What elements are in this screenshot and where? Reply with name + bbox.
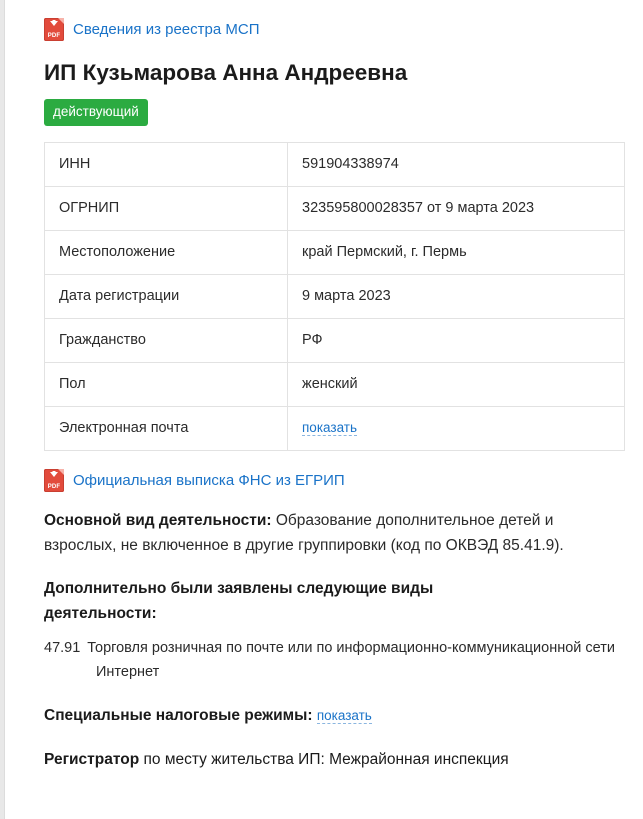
row-value-email xyxy=(288,407,625,451)
msp-document-link-row[interactable] xyxy=(44,18,625,41)
registrar-label: Регистратор xyxy=(44,751,140,768)
pdf-icon-label: PDF xyxy=(47,484,61,490)
egrip-document-link-row[interactable] xyxy=(44,469,625,492)
list-item xyxy=(44,636,625,684)
row-label: ОГРНИП xyxy=(45,187,288,231)
tax-regimes-line xyxy=(44,703,625,728)
row-value: край Пермский, г. Пермь xyxy=(288,231,625,275)
table-row xyxy=(45,143,625,187)
company-info-table xyxy=(44,142,625,451)
row-label: Гражданство xyxy=(45,319,288,363)
pdf-download-icon xyxy=(44,469,64,492)
row-label: Дата регистрации xyxy=(45,275,288,319)
row-value: 323595800028357 от 9 марта 2023 xyxy=(288,187,625,231)
row-label: Местоположение xyxy=(45,231,288,275)
registrar-line xyxy=(44,747,625,772)
table-row xyxy=(45,231,625,275)
show-tax-regimes-link[interactable]: показать xyxy=(316,708,372,723)
table-row xyxy=(45,407,625,451)
show-email-link[interactable]: показать xyxy=(302,420,357,435)
table-row xyxy=(45,187,625,231)
row-label: ИНН xyxy=(45,143,288,187)
table-row xyxy=(45,275,625,319)
egrip-extract-link[interactable]: Официальная выписка ФНС из ЕГРИП xyxy=(73,472,345,489)
row-value: РФ xyxy=(288,319,625,363)
okved-code: 47.91 xyxy=(44,640,81,656)
status-badge: действующий xyxy=(44,99,148,126)
msp-registry-link[interactable]: Сведения из реестра МСП xyxy=(73,21,260,38)
table-row xyxy=(45,319,625,363)
page-left-rule xyxy=(0,0,5,819)
row-label: Пол xyxy=(45,363,288,407)
registrar-text: по месту жительства ИП: Межрайонная инспекция xyxy=(139,751,509,768)
pdf-download-icon xyxy=(44,18,64,41)
pdf-icon-label: PDF xyxy=(47,33,61,39)
additional-activities-list xyxy=(44,636,625,684)
main-activity-paragraph xyxy=(44,508,625,558)
additional-activities-heading: Дополнительно были заявлены следующие виды деятельности: xyxy=(44,580,434,622)
main-activity-label: Основной вид деятельности: xyxy=(44,512,272,529)
okved-text: Торговля розничная по почте или по информационно-коммуникационной сети Интернет xyxy=(87,640,616,680)
main-activity-value: Образование дополнительное детей и взрослых, не включенное в другие группировки (код по ОКВЭД 85.41.9). xyxy=(44,512,564,554)
row-value: 9 марта 2023 xyxy=(288,275,625,319)
row-value: женский xyxy=(288,363,625,407)
row-value: 591904338974 xyxy=(288,143,625,187)
row-label: Электронная почта xyxy=(45,407,288,451)
page-title: ИП Кузьмарова Анна Андреевна xyxy=(44,60,408,85)
table-row xyxy=(45,363,625,407)
tax-regimes-label: Специальные налоговые режимы: xyxy=(44,707,313,724)
